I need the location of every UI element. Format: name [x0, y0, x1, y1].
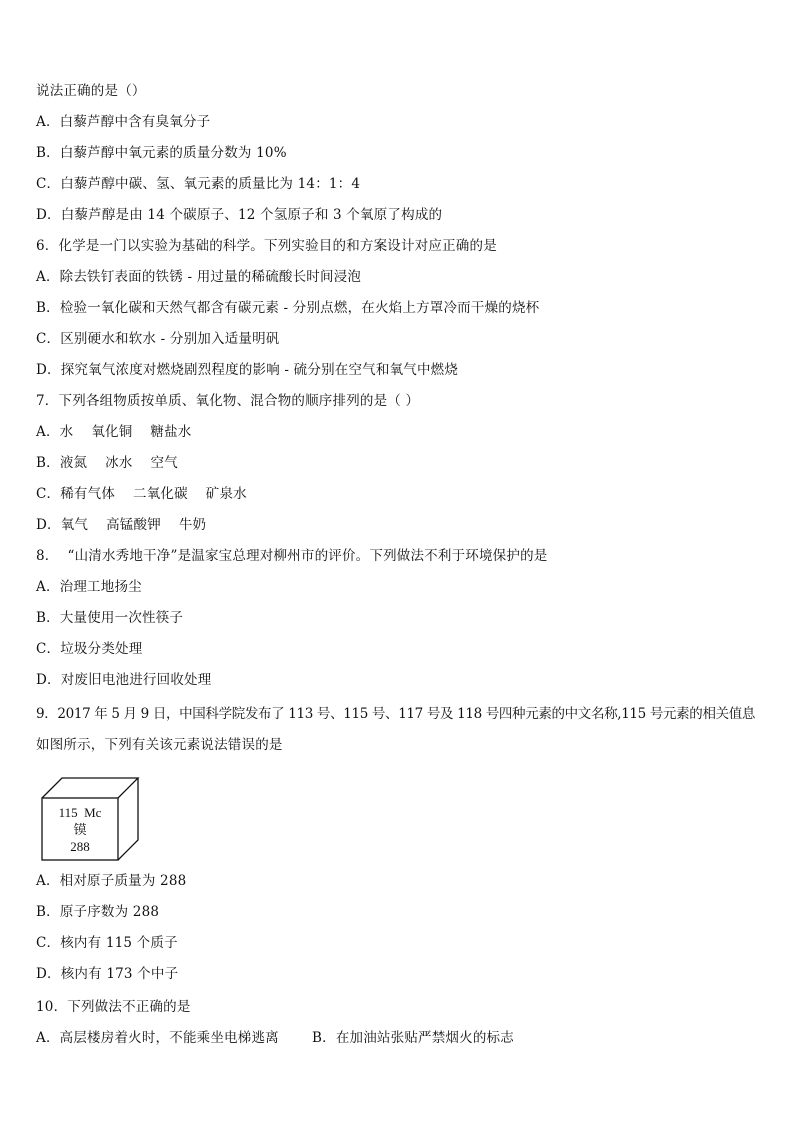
element-name: 镆: [73, 822, 87, 837]
question-6-option-d: D．探究氧气浓度对燃烧剧烈程度的影响 - 硫分别在空气和氧气中燃烧: [36, 362, 459, 378]
question-7-option-c: C．稀有气体 二氧化碳 矿泉水: [36, 486, 247, 502]
question-7-option-d: D．氧气 高锰酸钾 牛奶: [36, 517, 207, 533]
question-7-option-b: B．液氮 冰水 空气: [36, 455, 178, 471]
question-10-option-a: A．高层楼房着火时，不能乘坐电梯逃离: [36, 1030, 279, 1046]
element-mass: 288: [70, 839, 90, 854]
question-6-option-c: C．区别硬水和软水 - 分别加入适量明矾: [36, 331, 280, 347]
question-8-option-d: D．对废旧电池进行回收处理: [36, 672, 212, 688]
question-9-option-b: B．原子序数为 288: [36, 904, 160, 920]
question-10-stem: 10．下列做法不正确的是: [36, 999, 191, 1015]
question-5-option-d: D．白藜芦醇是由 14 个碳原子、12 个氢原子和 3 个氧原了构成的: [36, 207, 443, 223]
question-6-option-a: A．除去铁钉表面的铁锈 - 用过量的稀硫酸长时间浸泡: [36, 269, 362, 285]
question-9-option-c: C．核内有 115 个质子: [36, 935, 178, 951]
question-9-stem-cont: 如图所示，下列有关该元素说法错误的是: [36, 737, 283, 753]
question-9-option-d: D．核内有 173 个中子: [36, 966, 179, 982]
question-8-option-b: B．大量使用一次性筷子: [36, 610, 184, 626]
question-6-stem: 6．化学是一门以实验为基础的科学。下列实验目的和方案设计对应正确的是: [36, 238, 497, 254]
question-8-option-a: A．治理工地扬尘: [36, 579, 142, 595]
question-10-options-row: [36, 1029, 556, 1047]
question-5-option-b: B．白藜芦醇中氧元素的质量分数为 10%: [36, 145, 287, 161]
question-6-option-b: B．检验一氧化碳和天然气都含有碳元素 - 分别点燃，在火焰上方罩冷而干燥的烧杯: [36, 300, 540, 316]
question-5-option-a: A．白藜芦醇中含有臭氧分子: [36, 114, 211, 130]
question-5-option-c: C．白藜芦醇中碳、氢、氧元素的质量比为 14：1：4: [36, 176, 361, 192]
question-8-stem: 8． “山清水秀地干净”是温家宝总理对柳州市的评价。下列做法不利于环境保护的是: [36, 548, 548, 564]
question-5-stem-tail: 说法正确的是（）: [36, 83, 146, 99]
question-9-option-a: A．相对原子质量为 288: [36, 873, 187, 889]
question-8-option-c: C．垃圾分类处理: [36, 641, 143, 657]
question-7-stem: 7．下列各组物质按单质、氧化物、混合物的顺序排列的是（ ）: [36, 393, 420, 409]
question-10-option-b: B．在加油站张贴严禁烟火的标志: [312, 1030, 514, 1046]
question-9-stem: 9．2017 年 5 月 9 日，中国科学院发布了 113 号、115 号、117 号及 118 号四种元素的中文名称,115 号元素的相关值息: [36, 706, 756, 722]
element-number-symbol: 115 Mc: [58, 805, 102, 820]
question-7-option-a: A．水 氧化铜 糖盐水: [36, 424, 192, 440]
element-card: [40, 772, 140, 862]
